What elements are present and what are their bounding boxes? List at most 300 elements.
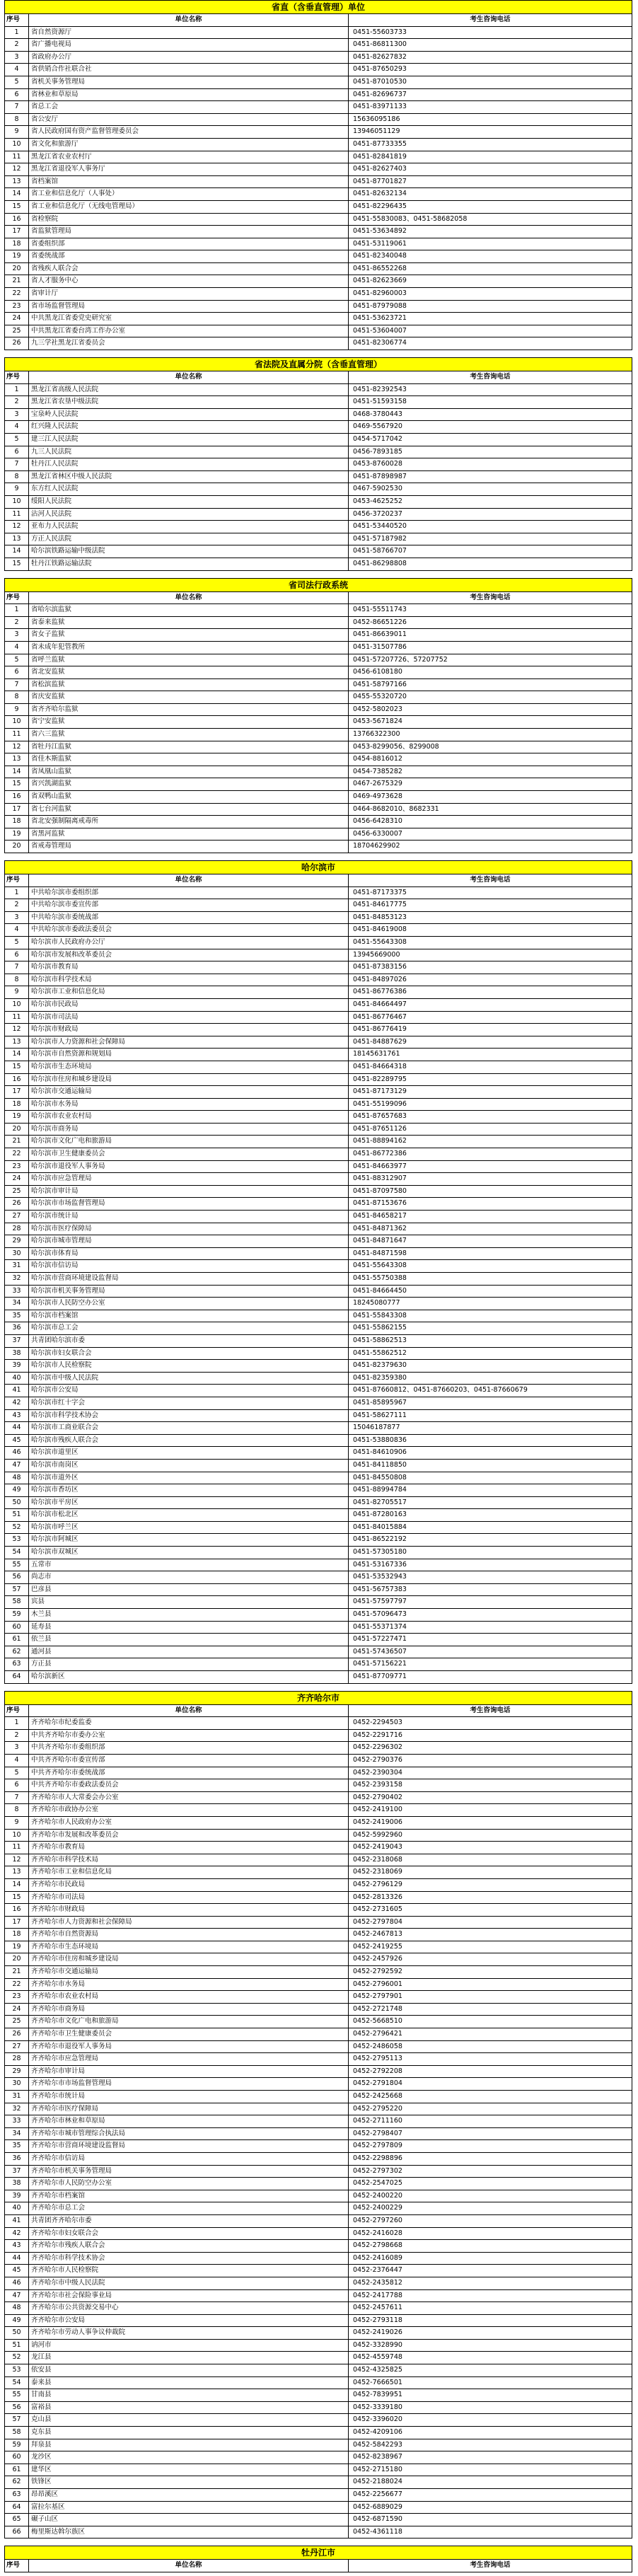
- phone-number: 0451-57156221: [353, 1660, 407, 1668]
- phone-number: 0451-31507786: [353, 642, 407, 651]
- row-number: 37: [5, 2166, 29, 2178]
- phone-number: 0452-2425668: [353, 2092, 402, 2100]
- row-number: 44: [5, 2253, 29, 2265]
- row-number: 35: [5, 1310, 29, 1322]
- row-number: 58: [5, 1596, 29, 1608]
- row-number: 16: [5, 1904, 29, 1916]
- phone-number: 0452-4559748: [353, 2353, 402, 2362]
- phone-number: 0451-86522192: [353, 1535, 407, 1544]
- row-number: 48: [5, 1472, 29, 1484]
- row-number: 12: [5, 521, 29, 533]
- phone-number: 0452-2721748: [353, 2004, 402, 2013]
- section-block: [4, 860, 632, 1684]
- phone-number: 0451-87733355: [353, 139, 407, 148]
- table-row: [4, 114, 632, 127]
- table-row: [4, 1596, 632, 1609]
- phone-number: 0452-4361118: [353, 2527, 402, 2536]
- phone-number: 0451-87657683: [353, 1112, 407, 1121]
- table-row: [4, 214, 632, 226]
- table-row: [4, 1522, 632, 1535]
- phone-number: 0451-87173129: [353, 1087, 407, 1096]
- row-number: 5: [5, 937, 29, 949]
- table-row: [4, 471, 632, 484]
- phone-number: 15046187877: [353, 1423, 400, 1432]
- unit-name: 齐齐哈尔市人民检察院: [29, 2265, 349, 2277]
- row-number: 2: [5, 1730, 29, 1742]
- row-number: 3: [5, 1742, 29, 1754]
- table-row: [4, 654, 632, 667]
- row-number: 25: [5, 1186, 29, 1198]
- phone-number: 0451-82296435: [353, 202, 407, 210]
- table-row: [4, 1497, 632, 1510]
- table-row: [4, 1646, 632, 1659]
- table-row: [4, 2215, 632, 2228]
- phone-number: 0451-55643308: [353, 1261, 407, 1270]
- phone-number: 0451-82627832: [353, 52, 407, 61]
- unit-name: 牡丹江人民法院: [29, 458, 349, 470]
- table-row: [4, 1509, 632, 1522]
- column-header-name: 单位名称: [29, 2560, 349, 2572]
- table-row: [4, 263, 632, 276]
- unit-name: 省松滨监狱: [29, 679, 349, 691]
- row-number: 27: [5, 2041, 29, 2053]
- table-row: [4, 1248, 632, 1261]
- row-number: 20: [5, 1953, 29, 1965]
- unit-name: 齐齐哈尔市公安局: [29, 2315, 349, 2327]
- phone-number: 0452-2792208: [353, 2067, 402, 2075]
- unit-name: 齐齐哈尔市住房和城乡建设局: [29, 1953, 349, 1965]
- unit-name: 共青团齐齐哈尔市委: [29, 2215, 349, 2227]
- table-row: [4, 1460, 632, 1472]
- row-number: 31: [5, 2091, 29, 2103]
- table-row: [4, 2115, 632, 2128]
- unit-name: 齐齐哈尔市教育局: [29, 1842, 349, 1854]
- table-row: [4, 1658, 632, 1671]
- table-row: [4, 384, 632, 397]
- phone-number: 0451-87651126: [353, 1124, 407, 1133]
- table-row: [4, 2265, 632, 2277]
- table-row: [4, 604, 632, 617]
- table-row: [4, 1273, 632, 1286]
- phone-number: 0452-2795113: [353, 2055, 402, 2063]
- unit-name: 齐齐哈尔市工业和信息化局: [29, 1866, 349, 1878]
- phone-number: 0451-87709771: [353, 1673, 407, 1680]
- table-row: [4, 1966, 632, 1979]
- table-row: [4, 691, 632, 704]
- phone-number: 0451-82379630: [353, 1361, 407, 1370]
- phone-number: 0451-53440520: [353, 522, 407, 531]
- unit-name: 红兴隆人民法院: [29, 421, 349, 433]
- phone-number: 0452-2795220: [353, 2104, 402, 2113]
- row-number: 5: [5, 76, 29, 88]
- row-number: 12: [5, 1024, 29, 1036]
- unit-name: 齐齐哈尔市生态环境局: [29, 1941, 349, 1953]
- phone-number: 0452-3396020: [353, 2415, 402, 2424]
- row-number: 19: [5, 1941, 29, 1953]
- section-title: 牡丹江市: [4, 2546, 632, 2560]
- row-number: 34: [5, 1298, 29, 1310]
- unit-name: 齐齐哈尔市机关事务管理局: [29, 2166, 349, 2178]
- row-number: 14: [5, 766, 29, 778]
- row-number: 13: [5, 533, 29, 545]
- table-row: [4, 1584, 632, 1597]
- unit-name: 哈尔滨市红十字会: [29, 1397, 349, 1409]
- row-number: 19: [5, 828, 29, 841]
- unit-name: 富拉尔基区: [29, 2502, 349, 2514]
- phone-number: 0451-58862513: [353, 1336, 407, 1344]
- unit-name: 昂昂溪区: [29, 2489, 349, 2501]
- column-header-index: 序号: [5, 2560, 29, 2572]
- row-number: 17: [5, 1086, 29, 1098]
- row-number: 9: [5, 986, 29, 998]
- table-row: [4, 2389, 632, 2402]
- table-row: [4, 337, 632, 350]
- row-number: 1: [5, 887, 29, 899]
- unit-name: 齐齐哈尔市民政局: [29, 1879, 349, 1891]
- unit-name: 齐齐哈尔市退役军人事务局: [29, 2041, 349, 2053]
- row-number: 64: [5, 1671, 29, 1683]
- column-header-index: 序号: [5, 874, 29, 886]
- phone-number: 0452-2796421: [353, 2030, 402, 2038]
- column-header-name: 单位名称: [29, 874, 349, 886]
- row-number: 3: [5, 629, 29, 641]
- table-row: [4, 509, 632, 521]
- column-header-phone: 考生咨询电话: [470, 373, 511, 381]
- table-row: [4, 2103, 632, 2116]
- table-row: [4, 1260, 632, 1273]
- table-row: [4, 2439, 632, 2452]
- table-row: [4, 1223, 632, 1236]
- phone-number: 0452-5842293: [353, 2440, 402, 2449]
- row-number: 36: [5, 2153, 29, 2165]
- unit-name: 省北安监狱: [29, 666, 349, 678]
- phone-number: 0451-88994784: [353, 1486, 407, 1494]
- unit-name: 省工业和信息化厅（人事处）: [29, 188, 349, 200]
- phone-number: 0451-84853123: [353, 913, 407, 921]
- row-number: 20: [5, 263, 29, 275]
- phone-number: 0452-7839951: [353, 2391, 402, 2399]
- table-row: [4, 1447, 632, 1460]
- phone-number: 0452-8238967: [353, 2453, 402, 2461]
- unit-name: 哈尔滨市体育局: [29, 1248, 349, 1260]
- table-row: [4, 313, 632, 325]
- row-number: 4: [5, 1755, 29, 1767]
- unit-name: 齐齐哈尔市财政局: [29, 1904, 349, 1916]
- row-number: 3: [5, 409, 29, 421]
- table-row: [4, 1991, 632, 2004]
- row-number: 37: [5, 1335, 29, 1347]
- row-number: 2: [5, 899, 29, 911]
- table-row: [4, 301, 632, 313]
- row-number: 8: [5, 471, 29, 483]
- row-number: 15: [5, 1892, 29, 1904]
- unit-name: 哈尔滨市双城区: [29, 1547, 349, 1559]
- section-title: 哈尔滨市: [4, 860, 632, 874]
- table-row: [4, 496, 632, 509]
- phone-number: 0453-4625252: [353, 497, 402, 505]
- unit-name: 齐齐哈尔市城市管理综合执法局: [29, 2128, 349, 2140]
- row-number: 10: [5, 496, 29, 508]
- row-number: 24: [5, 2004, 29, 2016]
- table-row: [4, 2140, 632, 2153]
- phone-number: 0451-57096473: [353, 1610, 407, 1619]
- table-row: [4, 1111, 632, 1124]
- phone-number: 0451-82623669: [353, 277, 407, 285]
- row-number: 2: [5, 39, 29, 51]
- table-row: [4, 924, 632, 937]
- unit-name: 中共齐齐哈尔市委统战部: [29, 1767, 349, 1779]
- table-row: [4, 2464, 632, 2477]
- unit-name: 哈尔滨市商务局: [29, 1124, 349, 1136]
- row-number: 14: [5, 545, 29, 558]
- row-number: 60: [5, 2451, 29, 2464]
- phone-number: 0451-86811300: [353, 40, 407, 49]
- table-row: [4, 1136, 632, 1148]
- table-row: [4, 2166, 632, 2178]
- unit-name: 省工业和信息化厅（无线电管理局）: [29, 201, 349, 213]
- header-row: [4, 874, 632, 887]
- unit-name: 哈尔滨市财政局: [29, 1024, 349, 1036]
- section-block: [4, 2546, 632, 2572]
- table-row: [4, 201, 632, 214]
- phone-number: 0451-87979088: [353, 301, 407, 310]
- table-row: [4, 2414, 632, 2427]
- unit-name: 齐齐哈尔市统计局: [29, 2091, 349, 2103]
- table-row: [4, 1755, 632, 1767]
- row-number: 14: [5, 1879, 29, 1891]
- header-row: [4, 1705, 632, 1718]
- phone-number: 0451-82306774: [353, 339, 407, 347]
- column-header-index: 序号: [5, 371, 29, 383]
- table-row: [4, 2091, 632, 2103]
- table-row: [4, 1609, 632, 1622]
- table-row: [4, 1061, 632, 1074]
- header-row: [4, 592, 632, 605]
- row-number: 10: [5, 1830, 29, 1842]
- unit-name: 泰来县: [29, 2377, 349, 2389]
- unit-name: 省总工会: [29, 101, 349, 113]
- unit-name: 牡丹江铁路运输法院: [29, 558, 349, 570]
- row-number: 4: [5, 924, 29, 936]
- table-row: [4, 841, 632, 853]
- phone-number: 0452-2393158: [353, 1781, 402, 1789]
- unit-name: 齐齐哈尔市营商环境建设监督局: [29, 2140, 349, 2152]
- unit-name: 中共齐齐哈尔市委办公室: [29, 1730, 349, 1742]
- phone-number: 0456-6330007: [353, 829, 402, 838]
- row-number: 2: [5, 396, 29, 408]
- unit-name: 省广播电视局: [29, 39, 349, 51]
- phone-number: 0451-57207726、57207752: [353, 655, 448, 664]
- unit-name: 齐齐哈尔市公共资源交易中心: [29, 2302, 349, 2314]
- unit-name: 哈尔滨市阿城区: [29, 1534, 349, 1546]
- phone-number: 0451-55862155: [353, 1324, 407, 1332]
- phone-number: 0451-84871362: [353, 1224, 407, 1232]
- unit-name: 齐齐哈尔市商务局: [29, 2004, 349, 2016]
- unit-name: 省凤凰山监狱: [29, 766, 349, 778]
- phone-number: 0452-2486058: [353, 2042, 402, 2050]
- row-number: 12: [5, 741, 29, 753]
- table-row: [4, 76, 632, 89]
- unit-name: 齐齐哈尔市人民防空办公室: [29, 2178, 349, 2190]
- row-number: 47: [5, 2290, 29, 2302]
- row-number: 19: [5, 250, 29, 262]
- unit-name: 黑龙江省高级人民法院: [29, 384, 349, 396]
- unit-name: 哈尔滨市工业和信息化局: [29, 986, 349, 998]
- phone-number: 0452-2417788: [353, 2291, 402, 2299]
- table-row: [4, 1929, 632, 1941]
- unit-name: 方正县: [29, 1658, 349, 1670]
- row-number: 26: [5, 1198, 29, 1210]
- phone-number: 0452-2797809: [353, 2142, 402, 2150]
- phone-number: 0452-2792592: [353, 1968, 402, 1976]
- phone-number: 0451-53119061: [353, 239, 407, 248]
- table-row: [4, 1842, 632, 1854]
- table-row: [4, 729, 632, 741]
- column-header-phone: 考生咨询电话: [470, 1706, 511, 1714]
- phone-number: 0451-85895967: [353, 1398, 407, 1407]
- unit-name: 省委组织部: [29, 238, 349, 250]
- unit-name: 省文化和旅游厅: [29, 139, 349, 151]
- row-number: 36: [5, 1322, 29, 1334]
- table-row: [4, 458, 632, 471]
- table-row: [4, 1360, 632, 1373]
- unit-name: 中共哈尔滨市委政法委员会: [29, 924, 349, 936]
- phone-number: 0451-87383156: [353, 963, 407, 971]
- phone-number: 0451-86298808: [353, 559, 407, 567]
- table-row: [4, 1397, 632, 1410]
- table-row: [4, 2315, 632, 2328]
- phone-number: 0453-8760028: [353, 460, 402, 468]
- row-number: 11: [5, 1012, 29, 1024]
- phone-number: 0451-55199096: [353, 1099, 407, 1108]
- phone-number: 0451-84617775: [353, 901, 407, 909]
- phone-number: 0451-84619008: [353, 925, 407, 934]
- phone-number: 0451-86776467: [353, 1012, 407, 1021]
- unit-name: 省供销合作社联合社: [29, 64, 349, 76]
- row-number: 6: [5, 666, 29, 678]
- table-row: [4, 1435, 632, 1448]
- header-row: [4, 14, 632, 27]
- row-number: 32: [5, 2103, 29, 2115]
- unit-name: 齐齐哈尔市文化广电和旅游局: [29, 2016, 349, 2028]
- table-row: [4, 2128, 632, 2141]
- unit-name: 宝泉岭人民法院: [29, 409, 349, 421]
- table-row: [4, 949, 632, 962]
- table-row: [4, 1472, 632, 1485]
- table-row: [4, 912, 632, 925]
- unit-name: 哈尔滨铁路运输中级法院: [29, 545, 349, 558]
- table-row: [4, 804, 632, 816]
- row-number: 33: [5, 1286, 29, 1298]
- row-number: 28: [5, 2053, 29, 2065]
- unit-name: 哈尔滨市农业农村局: [29, 1111, 349, 1123]
- unit-name: 通河县: [29, 1646, 349, 1658]
- table-row: [4, 1099, 632, 1111]
- table-row: [4, 1559, 632, 1572]
- phone-number: 13945669000: [353, 950, 400, 959]
- table-row: [4, 151, 632, 164]
- phone-number: 0452-2798668: [353, 2241, 402, 2250]
- row-number: 58: [5, 2427, 29, 2439]
- row-number: 32: [5, 1273, 29, 1285]
- table-row: [4, 275, 632, 288]
- table-row: [4, 1049, 632, 1061]
- phone-number: 0451-84887629: [353, 1037, 407, 1046]
- unit-name: 黑龙江省农业农村厅: [29, 151, 349, 163]
- row-number: 6: [5, 1779, 29, 1791]
- unit-name: 省市场监督管理局: [29, 301, 349, 313]
- phone-number: 0451-87898987: [353, 472, 407, 480]
- phone-number: 0452-2796129: [353, 1880, 402, 1888]
- table-row: [4, 39, 632, 52]
- section-block: [4, 1691, 632, 2539]
- row-number: 48: [5, 2302, 29, 2314]
- unit-name: 哈尔滨市机关事务管理局: [29, 1286, 349, 1298]
- unit-name: 省黑河监狱: [29, 828, 349, 841]
- phone-number: 0451-84664450: [353, 1286, 407, 1295]
- phone-number: 0468-3780443: [353, 410, 402, 418]
- phone-number: 0452-2797260: [353, 2216, 402, 2224]
- unit-name: 哈尔滨市公安局: [29, 1385, 349, 1397]
- phone-number: 0452-7666501: [353, 2378, 402, 2386]
- table-row: [4, 2240, 632, 2253]
- table-row: [4, 483, 632, 496]
- unit-name: 省庆安监狱: [29, 691, 349, 703]
- row-number: 8: [5, 691, 29, 703]
- row-number: 12: [5, 1854, 29, 1866]
- phone-number: 0452-2400229: [353, 2204, 402, 2212]
- unit-name: 中共黑龙江省委台湾工作办公室: [29, 325, 349, 337]
- phone-number: 0451-57305180: [353, 1548, 407, 1556]
- phone-number: 18245080777: [353, 1299, 400, 1307]
- row-number: 46: [5, 1447, 29, 1459]
- table-row: [4, 1286, 632, 1298]
- phone-number: 0451-87153676: [353, 1199, 407, 1208]
- phone-number: 0467-5902530: [353, 485, 402, 493]
- unit-name: 中共哈尔滨市委统战部: [29, 912, 349, 924]
- unit-name: 建华区: [29, 2464, 349, 2476]
- unit-name: 哈尔滨市呼兰区: [29, 1522, 349, 1534]
- unit-name: 省六三监狱: [29, 729, 349, 741]
- table-row: [4, 816, 632, 828]
- row-number: 1: [5, 27, 29, 39]
- phone-number: 0451-53604007: [353, 326, 407, 335]
- unit-name: 齐齐哈尔市应急管理局: [29, 2053, 349, 2065]
- table-row: [4, 642, 632, 654]
- table-row: [4, 887, 632, 900]
- phone-number: 0452-86651226: [353, 618, 407, 626]
- unit-name: 讷河市: [29, 2340, 349, 2352]
- phone-number: 0451-82340048: [353, 252, 407, 260]
- row-number: 30: [5, 1248, 29, 1260]
- table-row: [4, 64, 632, 76]
- unit-name: 甘南县: [29, 2389, 349, 2401]
- phone-number: 0452-4325825: [353, 2366, 402, 2374]
- unit-name: 木兰县: [29, 1609, 349, 1621]
- table-row: [4, 679, 632, 692]
- phone-number: 0452-2298896: [353, 2154, 402, 2162]
- phone-number: 0451-55750388: [353, 1274, 407, 1282]
- phone-number: 0452-2457926: [353, 1955, 402, 1963]
- section-title: 省司法行政系统: [4, 578, 632, 592]
- row-number: 50: [5, 1497, 29, 1509]
- row-number: 18: [5, 816, 29, 828]
- table-row: [4, 1892, 632, 1905]
- unit-name: 省七台河监狱: [29, 804, 349, 816]
- row-number: 39: [5, 2190, 29, 2202]
- row-number: 54: [5, 1547, 29, 1559]
- unit-name: 共青团哈尔滨市委: [29, 1335, 349, 1347]
